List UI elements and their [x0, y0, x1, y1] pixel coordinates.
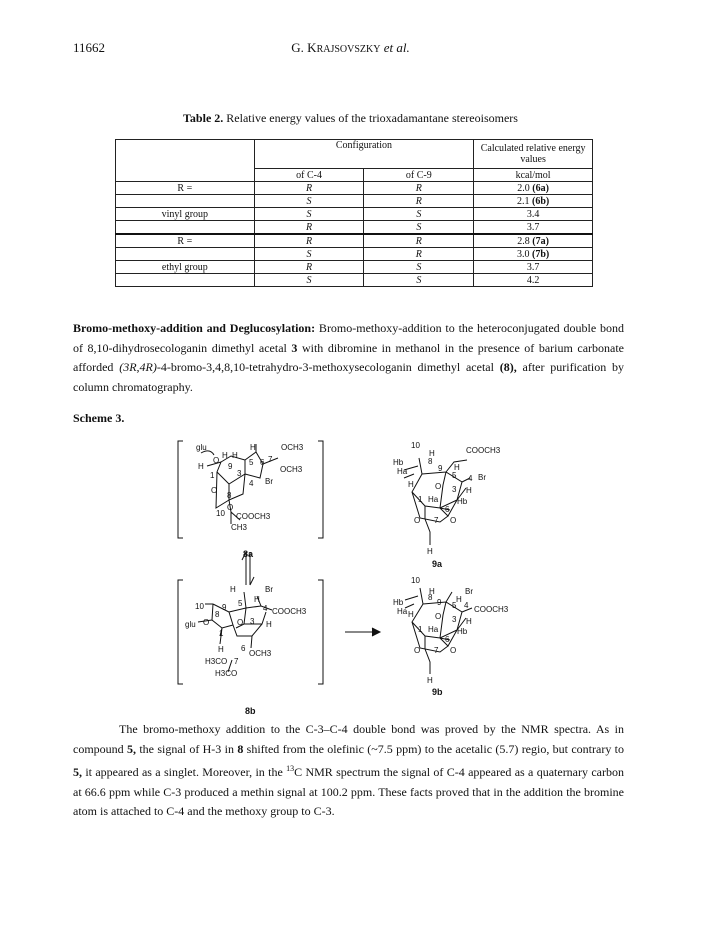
label-atom-6: 6	[260, 458, 265, 467]
table-cell-c9: S	[364, 221, 474, 235]
label-atom-4: 4	[263, 604, 268, 613]
label-ha: Ha	[397, 467, 408, 476]
label-br: Br	[265, 585, 273, 594]
structure-9b	[393, 576, 509, 697]
reaction-arrow	[345, 628, 380, 636]
table-cell-c4: S	[254, 208, 364, 221]
label-cooch3: COOCH3	[474, 605, 509, 614]
label-o: O	[227, 503, 234, 512]
text: -4-bromo-3,4,8,10-tetrahydro-3-methoxysecologanin dimethyl acetal	[156, 360, 500, 374]
label-och3: OCH3	[249, 649, 272, 658]
label-atom-5: 5	[452, 601, 457, 610]
label-h: H	[429, 587, 435, 596]
table-cell-c9: R	[364, 182, 474, 195]
running-head-etal: et al.	[380, 40, 410, 55]
energy-value: 2.0	[517, 182, 533, 194]
table-cell-c4: S	[254, 274, 364, 287]
label-o: O	[450, 646, 457, 655]
label-h: H	[427, 676, 433, 685]
table-cell-r: vinyl group	[116, 208, 255, 221]
table-cell-c9: R	[364, 234, 474, 248]
label-atom-9: 9	[222, 603, 227, 612]
label-atom-6: 6	[445, 635, 450, 644]
table-cell-c9: R	[364, 248, 474, 261]
label-atom-8: 8	[215, 610, 220, 619]
label-atom-5: 5	[249, 458, 254, 467]
label-atom-4: 4	[468, 474, 473, 483]
label-atom-7: 7	[268, 455, 273, 464]
structure-9a	[393, 441, 501, 569]
label-atom-8: 8	[428, 593, 433, 602]
label-h: H	[466, 617, 472, 626]
label-h: H	[408, 610, 414, 619]
label-ha: Ha	[428, 495, 439, 504]
compound-id: (7a)	[532, 235, 549, 247]
table-header-unit: kcal/mol	[474, 169, 593, 182]
label-h: H	[408, 480, 414, 489]
label-atom-1: 1	[210, 471, 215, 480]
energy-value: 3.7	[526, 221, 540, 233]
text: Bromo-methoxy-addition to the heteroconjugated double bond of 8,10-dihydrosecologanin dimethyl acetal	[73, 321, 624, 355]
label-h: H	[222, 451, 228, 460]
compound-id: (6b)	[531, 195, 550, 207]
text: The bromo-methoxy addition to the C-3–C-4 double bond was proved by the NMR spectra. As in compound	[73, 722, 624, 756]
label-br: Br	[465, 587, 473, 596]
table-cell-r: R =	[116, 182, 255, 195]
label-atom-3: 3	[452, 485, 457, 494]
compound-ref: 3	[291, 340, 298, 355]
label-atom-9: 9	[438, 464, 443, 473]
compound-label-8b: 8b	[245, 706, 256, 716]
label-o: O	[450, 516, 457, 525]
label-h: H	[456, 595, 462, 604]
label-h: H	[232, 451, 238, 460]
energy-value: 4.2	[526, 274, 540, 286]
table-header-c4: of C-4	[254, 169, 364, 182]
label-atom-10: 10	[195, 602, 204, 611]
label-atom-1: 1	[418, 495, 423, 504]
table-caption-label: Table 2.	[183, 111, 224, 125]
label-atom-5: 5	[452, 471, 457, 480]
table-header-configuration: Configuration	[254, 140, 474, 169]
label-atom-7: 7	[234, 657, 239, 666]
label-br: Br	[265, 477, 273, 486]
compound-label-9b: 9b	[432, 687, 443, 697]
energy-value: 3.7	[526, 261, 540, 273]
table-cell-c4: R	[254, 261, 364, 274]
scheme-label: Scheme 3.	[73, 411, 125, 425]
text: shifted from the olefinic (~7.5 ppm) to the acetalic (5.7) regio, but contrary to	[243, 741, 624, 756]
label-glu: glu	[185, 620, 196, 629]
table-cell-c4: R	[254, 182, 364, 195]
energy-value: 3.4	[526, 208, 540, 220]
label-hb: Hb	[393, 598, 404, 607]
label-atom-3: 3	[250, 617, 255, 626]
bracket-right	[318, 441, 323, 538]
label-atom-1: 1	[418, 625, 423, 634]
compound-ref: 5,	[73, 765, 82, 779]
stereo-descriptor: (3R,4R)	[119, 360, 157, 374]
label-h3co: H3CO	[205, 657, 228, 666]
table-cell-c4: S	[254, 248, 364, 261]
label-h: H	[266, 620, 272, 629]
label-atom-9: 9	[437, 598, 442, 607]
energy-value: 3.0	[516, 248, 532, 260]
compound-ref: 8	[237, 741, 244, 756]
label-hb: Hb	[393, 458, 404, 467]
structure-8a	[178, 441, 323, 559]
label-atom-8: 8	[227, 491, 232, 500]
label-o: O	[237, 618, 244, 627]
text: with dibromine in methanol in the presence of barium carbonate afforded	[73, 340, 625, 374]
label-h: H	[198, 462, 204, 471]
table-cell-r: ethyl group	[116, 261, 255, 274]
label-atom-4: 4	[464, 601, 469, 610]
table-cell-c4: S	[254, 195, 364, 208]
page-number: 11662	[73, 40, 106, 55]
label-h: H	[218, 645, 224, 654]
compound-ref: (8),	[499, 360, 517, 374]
table-header-energy-line1: Calculated relative energy	[480, 143, 586, 154]
compound-id: (7b)	[531, 248, 550, 260]
compound-ref: 5,	[127, 741, 136, 756]
superscript-13: 13	[286, 764, 295, 773]
label-h: H	[254, 595, 260, 604]
label-atom-6: 6	[445, 505, 450, 514]
paragraph-heading: Bromo-methoxy-addition and Deglucosylation:	[73, 321, 316, 335]
label-h: H	[466, 486, 472, 495]
label-atom-10: 10	[216, 509, 225, 518]
text: it appeared as a singlet. Moreover, in the	[82, 765, 287, 779]
table-cell-c4: R	[254, 234, 364, 248]
label-h: H	[454, 463, 460, 472]
label-h: H	[427, 547, 433, 556]
text: the signal of H-3 in	[136, 741, 238, 756]
table-caption-text: Relative energy values of the trioxadamantane stereoisomers	[223, 111, 518, 125]
label-br: Br	[478, 473, 486, 482]
label-atom-8: 8	[428, 457, 433, 466]
label-h3co: H3CO	[215, 669, 238, 678]
label-cooch3: COOCH3	[272, 607, 307, 616]
label-o: O	[414, 646, 421, 655]
label-h: H	[429, 449, 435, 458]
label-ha: Ha	[397, 607, 408, 616]
label-atom-10: 10	[411, 576, 420, 585]
label-o: O	[211, 486, 218, 495]
table-cell-c4: R	[254, 221, 364, 235]
label-ha: Ha	[428, 625, 439, 634]
energy-value: 2.8	[517, 235, 533, 247]
label-atom-7: 7	[434, 516, 439, 525]
label-cooch3: COOCH3	[236, 512, 271, 521]
label-h: H	[250, 443, 256, 452]
label-atom-5: 5	[238, 599, 243, 608]
compound-id: (6a)	[532, 182, 549, 194]
table-cell-c9: S	[364, 261, 474, 274]
label-hb: Hb	[457, 627, 468, 636]
label-o: O	[435, 482, 442, 491]
bracket-left	[178, 441, 183, 538]
label-och3: OCH3	[280, 465, 303, 474]
label-atom-10: 10	[411, 441, 420, 450]
table-cell-c9: R	[364, 195, 474, 208]
label-atom-3: 3	[452, 615, 457, 624]
label-atom-3: 3	[237, 469, 242, 478]
label-glu: glu	[196, 443, 207, 452]
label-o: O	[435, 612, 442, 621]
label-atom-1: 1	[219, 629, 224, 638]
label-ch3: CH3	[231, 523, 248, 532]
running-head-author: G. K	[291, 40, 317, 55]
compound-label-9a: 9a	[432, 559, 443, 569]
bracket-right	[318, 580, 323, 684]
table-cell-c9: S	[364, 274, 474, 287]
label-h: H	[230, 585, 236, 594]
compound-label-8a: 8a	[243, 549, 254, 559]
running-head-author-smallcaps: RAJSOVSZKY	[316, 44, 381, 55]
label-och3: OCH3	[281, 443, 304, 452]
table-cell-c9: S	[364, 208, 474, 221]
energy-value: 2.1	[516, 195, 532, 207]
structure-8b	[178, 580, 323, 716]
table-header-energy-line2: values	[520, 154, 546, 165]
label-atom-9: 9	[228, 462, 233, 471]
label-o: O	[203, 618, 210, 627]
label-cooch3: COOCH3	[466, 446, 501, 455]
label-hb: Hb	[457, 497, 468, 506]
label-atom-4: 4	[249, 479, 254, 488]
label-o: O	[213, 456, 220, 465]
bracket-left	[178, 580, 183, 684]
table-header-c9: of C-9	[364, 169, 474, 182]
paragraph-nmr-proof	[73, 720, 624, 822]
label-atom-6: 6	[241, 644, 246, 653]
table-cell-r: R =	[116, 234, 255, 248]
label-atom-7: 7	[434, 646, 439, 655]
label-o: O	[414, 516, 421, 525]
text: C NMR spectrum the signal of C-4 appeared as a quaternary carbon at 66.6 ppm while C-3 produced a methin signal at 100.2 ppm. These facts proved that in the addition the bromine atom is attached to C-4 and the methoxy group to C-3.	[73, 765, 624, 818]
text: after purification by column chromatography.	[73, 360, 624, 394]
